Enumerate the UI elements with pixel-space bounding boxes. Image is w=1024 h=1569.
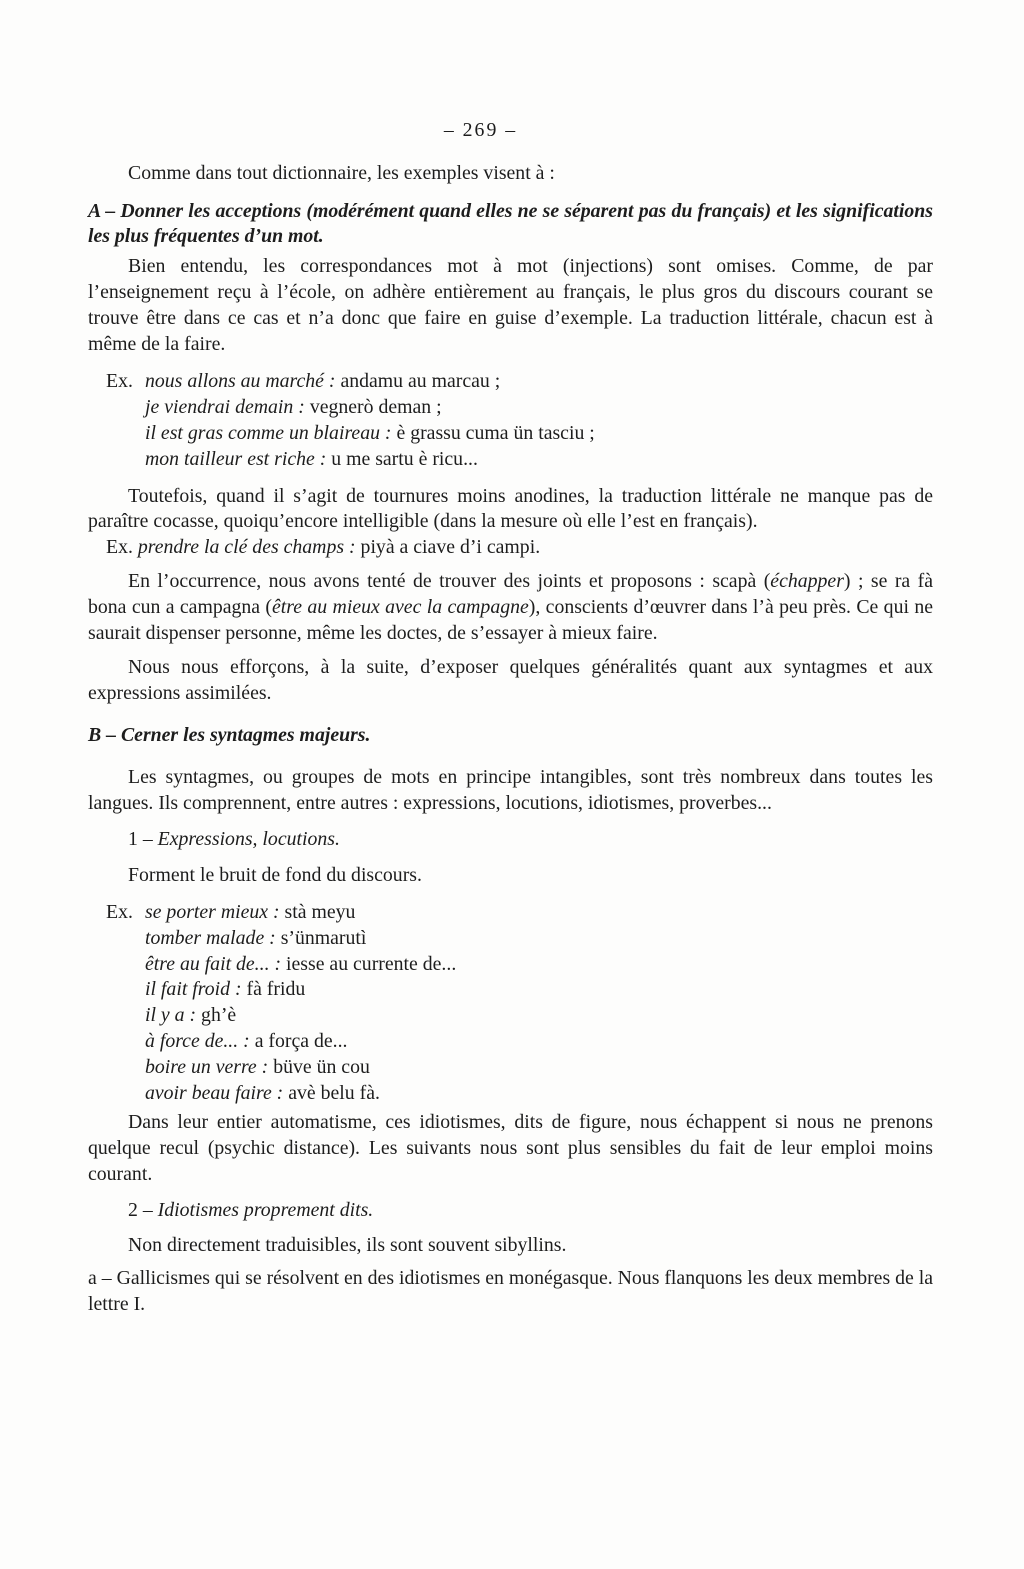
monegasque-translation: piyà a ciave d’i campi.: [360, 536, 541, 559]
separator: :: [269, 952, 287, 975]
text-segment: ) ; se ra fà bona cun a campagna (: [88, 569, 933, 618]
section-heading-b: B – Cerner les syntagmes majeurs.: [88, 723, 371, 746]
example-line: [145, 1029, 933, 1055]
separator: :: [264, 926, 281, 949]
separator: :: [379, 421, 397, 444]
monegasque-translation: iesse au currente de...: [286, 952, 457, 975]
french-phrase: être au fait de...: [145, 952, 270, 975]
example-cle-des-champs: [88, 535, 933, 561]
separator: :: [344, 536, 361, 559]
example-block-1: [88, 369, 933, 472]
example-line: [145, 1055, 933, 1081]
section-heading-a: A – Donner les acceptions (modérément quand elles ne se séparent pas du français) et les significations les plus fréquentes d’un mot.: [88, 199, 933, 248]
example-line: [145, 900, 933, 926]
italic-segment: échapper: [770, 569, 844, 592]
french-phrase: nous allons au marché: [145, 370, 324, 393]
separator: :: [271, 1081, 289, 1104]
french-phrase: boire un verre: [145, 1055, 257, 1078]
subheading-number: 1 –: [128, 828, 158, 851]
example-prefix: Ex.: [106, 370, 133, 393]
french-phrase: mon tailleur est riche: [145, 447, 315, 470]
example-block-2: [88, 900, 933, 1106]
monegasque-translation: stà meyu: [284, 900, 356, 923]
french-phrase: prendre la clé des champs: [137, 536, 345, 559]
subheading-1: [88, 827, 933, 853]
french-phrase: je viendrai demain: [145, 396, 294, 419]
french-phrase: il y a: [145, 1004, 185, 1027]
separator: :: [323, 370, 341, 393]
separator: :: [256, 1055, 274, 1078]
french-phrase: se porter mieux: [145, 900, 269, 923]
separator: :: [238, 1029, 255, 1052]
monegasque-translation: avè belu fà.: [288, 1081, 380, 1104]
separator: :: [230, 978, 247, 1001]
paragraph-en-occurrence: [88, 569, 933, 646]
page-number: – 269 –: [443, 119, 518, 141]
monegasque-translation: vegnerò deman ;: [309, 396, 442, 419]
example-line: [145, 369, 933, 395]
paragraph-dans-leur-entier: Dans leur entier automatisme, ces idiotismes, dits de figure, nous échappent si nous ne prenons quelque recul (psychic distance). Les suivants nous sont plus sensibles du fait de leur emploi moins courant.: [88, 1111, 933, 1185]
example-line: [145, 952, 933, 978]
subheading-title: Expressions, locutions.: [157, 828, 340, 851]
example-line: [145, 1081, 933, 1107]
monegasque-translation: fà fridu: [246, 978, 306, 1001]
paragraph-forment: Forment le bruit de fond du discours.: [128, 864, 422, 887]
example-line: [145, 1003, 933, 1029]
monegasque-translation: gh’è: [201, 1004, 237, 1027]
example-prefix: Ex.: [106, 536, 138, 559]
example-prefix: Ex.: [106, 900, 133, 923]
italic-segment: être au mieux avec la campagne: [272, 595, 529, 618]
monegasque-translation: u me sartu è ricu...: [331, 447, 478, 470]
monegasque-translation: s’ünmarutì: [280, 926, 367, 949]
french-phrase: tomber malade: [145, 926, 265, 949]
example-line: [145, 447, 933, 473]
separator: :: [314, 447, 332, 470]
paragraph-gallicismes: a – Gallicismes qui se résolvent en des idiotismes en monégasque. Nous flanquons les deux membres de la lettre I.: [88, 1267, 933, 1316]
paragraph-nous-nous-efforcons: Nous nous efforçons, à la suite, d’exposer quelques généralités quant aux syntagmes et aux expressions assimilées.: [88, 656, 933, 705]
example-line: [145, 977, 933, 1003]
subheading-number: 2 –: [128, 1198, 158, 1221]
page-text-block: [88, 118, 933, 1318]
intro-paragraph: Comme dans tout dictionnaire, les exemples visent à :: [128, 161, 555, 184]
french-phrase: avoir beau faire: [145, 1081, 272, 1104]
separator: :: [268, 900, 285, 923]
separator: :: [184, 1004, 202, 1027]
paragraph-toutefois: Toutefois, quand il s’agit de tournures moins anodines, la traduction littérale ne manque pas de paraître cocasse, quoiqu’encore intelligible (dans la mesure où elle l’est en français).: [88, 484, 933, 533]
monegasque-translation: è grassu cuma ün tasciu ;: [396, 421, 595, 444]
paragraph-bien-entendu: Bien entendu, les correspondances mot à mot (injections) sont omises. Comme, de par l’enseignement reçu à l’école, on adhère entièrement au français, le plus gros du discours courant se trouve être dans ce cas et n’a donc que faire en guise d’exemple. La traduction littérale, chacun est à même de la faire.: [88, 255, 933, 355]
french-phrase: il fait froid: [145, 978, 230, 1001]
separator: :: [293, 396, 310, 419]
monegasque-translation: büve ün cou: [273, 1055, 370, 1078]
example-line: [145, 926, 933, 952]
subheading-2: [88, 1198, 933, 1224]
example-line: [145, 421, 933, 447]
paragraph-non-directement: Non directement traduisibles, ils sont souvent sibyllins.: [128, 1234, 567, 1257]
text-segment: ), conscients d’œuvrer dans l’à peu près. Ce qui ne saurait dispenser personne, même les doctes, de s’essayer à mieux faire.: [88, 595, 933, 644]
subheading-title: Idiotismes proprement dits.: [157, 1198, 374, 1221]
french-phrase: à force de...: [145, 1029, 239, 1052]
monegasque-translation: a força de...: [254, 1029, 348, 1052]
paragraph-les-syntagmes: Les syntagmes, ou groupes de mots en principe intangibles, sont très nombreux dans toutes les langues. Ils comprennent, entre autres : expressions, locutions, idiotismes, proverbes...: [88, 765, 933, 814]
monegasque-translation: andamu au marcau ;: [340, 370, 501, 393]
french-phrase: il est gras comme un blaireau: [145, 421, 380, 444]
text-segment: En l’occurrence, nous avons tenté de trouver des joints et proposons : scapà (: [128, 569, 771, 592]
example-line: [145, 395, 933, 421]
